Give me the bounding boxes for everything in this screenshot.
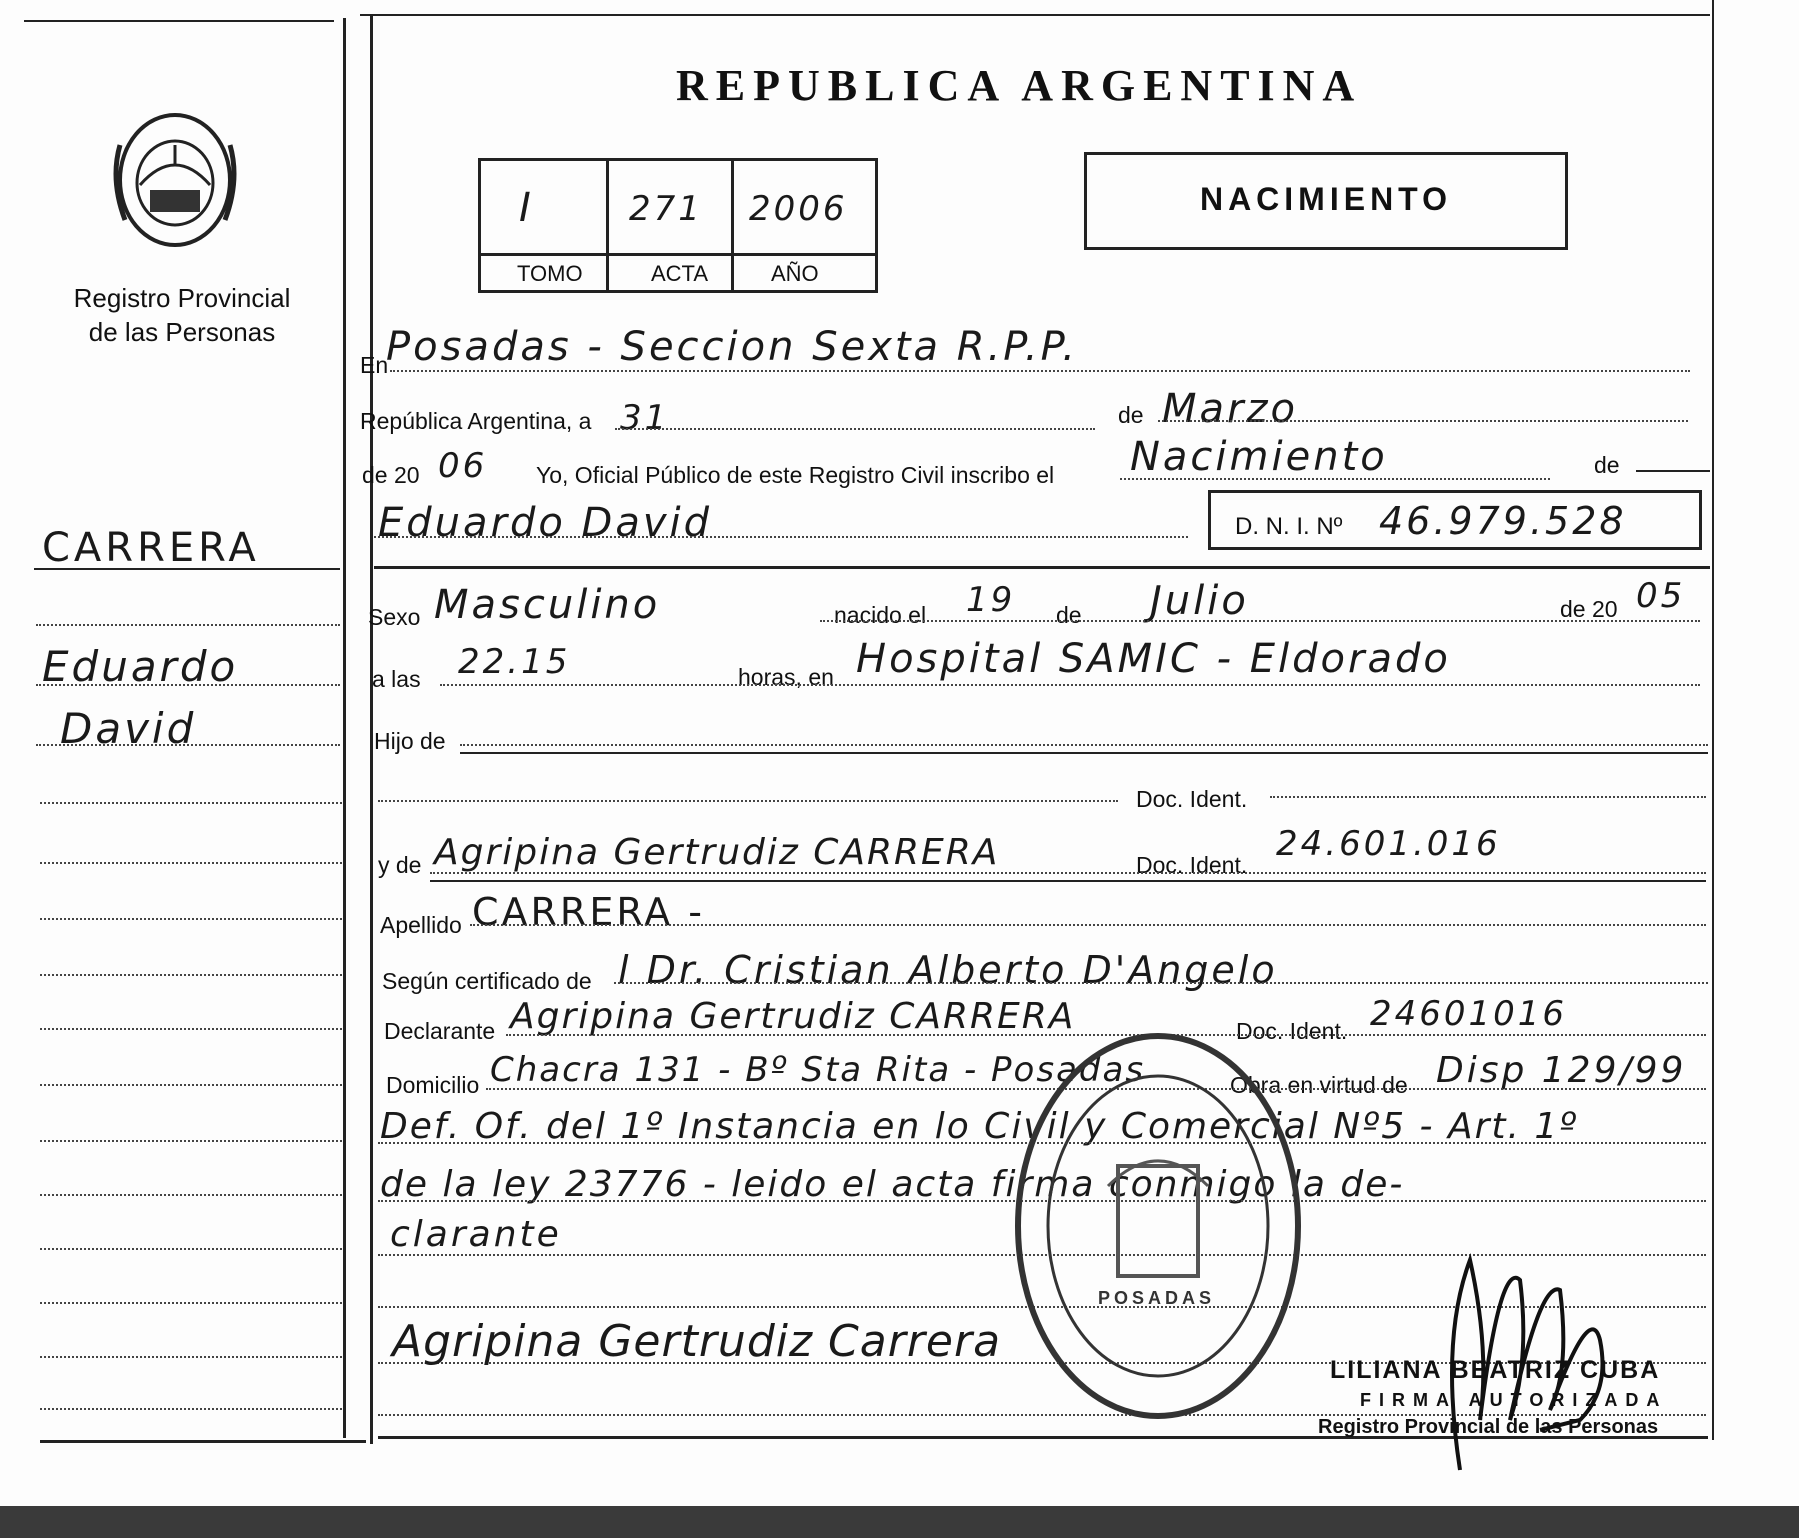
year-prefix-label: de 20 [362, 462, 420, 488]
birth-place-value: Hospital SAMIC - Eldorado [856, 636, 1451, 682]
official-stamp [1008, 1026, 1308, 1426]
doc-ident-label: Doc. Ident. [1136, 786, 1248, 812]
mother-doc-value: 24.601.016 [1276, 824, 1501, 864]
de-label-3: de [1056, 602, 1082, 628]
child-name-line [374, 536, 1188, 538]
registry-name-line2: de las Personas [88, 317, 276, 347]
mother-rule [430, 880, 1706, 882]
notes-line-2: de la ley 23776 - leido el acta firma conmigo la de- [380, 1164, 1405, 1205]
declarante-doc-value: 24601016 [1370, 994, 1568, 1034]
margin-dotted-line [40, 1028, 342, 1030]
top-right-rule [360, 14, 1710, 16]
notes-line-1: Def. Of. del 1º Instancia en lo Civil y Comercial Nº5 - Art. 1º [380, 1106, 1579, 1147]
margin-dotted-line [40, 1194, 342, 1196]
birth-year-prefix: de 20 [1560, 596, 1618, 622]
birth-year-suffix: 05 [1636, 576, 1686, 616]
main-column-border [370, 14, 373, 1444]
father-line [378, 800, 1118, 802]
acta-value: 271 [629, 189, 703, 229]
right-border [1712, 0, 1714, 1440]
margin-dotted-line [40, 802, 342, 804]
republica-label: República Argentina, a [360, 408, 592, 434]
de-2-line [1636, 470, 1710, 472]
horas-label: horas, en [738, 664, 834, 690]
dni-value: 46.979.528 [1379, 499, 1627, 543]
sexo-value: Masculino [434, 582, 661, 628]
margin-dotted-line [40, 918, 342, 920]
provincial-seal [110, 105, 240, 255]
apellido-value: CARRERA - [472, 890, 705, 934]
father-doc-line [1270, 796, 1706, 798]
margin-dotted-line [36, 684, 340, 686]
hijo-label: Hijo de [374, 728, 446, 754]
segun-line [614, 982, 1708, 984]
margin-dotted-line [36, 624, 340, 626]
doc-ident-label-3: Doc. Ident. [1236, 1018, 1348, 1044]
domicilio-label: Domicilio [386, 1072, 480, 1098]
page-title: REPUBLICA ARGENTINA [676, 61, 1363, 110]
margin-dotted-line [40, 862, 342, 864]
sexo-line [820, 620, 1700, 622]
official-role: FIRMA AUTORIZADA [1360, 1390, 1668, 1410]
declarant-signature: Agripina Gertrudiz Carrera [392, 1316, 1002, 1367]
acta-label: ACTA [651, 261, 709, 286]
record-type-label: NACIMIENTO [1199, 181, 1453, 217]
hijo-rule [460, 752, 1708, 754]
dni-box [1208, 490, 1702, 550]
birth-time-value: 22.15 [458, 642, 571, 682]
left-column-border [343, 18, 346, 1438]
declarante-label: Declarante [384, 1018, 496, 1044]
oficial-text: Yo, Oficial Público de este Registro Civil inscribo el [536, 462, 1055, 488]
act-kind-value: Nacimiento [1130, 434, 1388, 480]
margin-dotted-line [40, 1302, 342, 1304]
obra-label: Obra en virtud de [1230, 1072, 1408, 1098]
alas-line [440, 684, 1700, 686]
en-line [390, 370, 1690, 372]
act-kind-line [1120, 478, 1550, 480]
doc-ident-label-2: Doc. Ident. [1136, 852, 1248, 878]
de-label: de [1118, 402, 1144, 428]
hijo-line [460, 744, 1708, 746]
month-line [1158, 420, 1688, 422]
top-left-rule [24, 20, 334, 22]
child-name-value: Eduardo David [378, 500, 713, 546]
yde-label: y de [378, 852, 422, 878]
nacido-label: nacido el [834, 602, 927, 628]
birth-month-value: Julio [1150, 578, 1249, 624]
record-type-box [1084, 152, 1568, 250]
registry-name-line1: Registro Provincial [73, 283, 291, 313]
declarante-value: Agripina Gertrudiz CARRERA [510, 996, 1076, 1037]
dni-label: D. N. I. Nº [1235, 513, 1343, 540]
apellido-line [470, 924, 1706, 926]
ano-label: AÑO [771, 261, 819, 286]
mother-line [430, 872, 1706, 874]
margin-surname: CARRERA [42, 525, 260, 571]
margin-middle-name: David [60, 704, 197, 753]
margin-dotted-line [36, 744, 340, 746]
scan-bottom-edge [0, 1506, 1799, 1538]
stamp-city: POSADAS [1098, 1288, 1216, 1308]
section-divider [374, 566, 1710, 569]
record-number-box [478, 158, 878, 293]
apellido-label: Apellido [380, 912, 462, 938]
ano-value: 2006 [749, 189, 848, 229]
margin-dotted-line [40, 1084, 342, 1086]
month-value: Marzo [1162, 386, 1298, 432]
margin-dotted-line [40, 1140, 342, 1142]
notes-line-3: clarante [390, 1214, 562, 1255]
margin-dotted-line [40, 1248, 342, 1250]
official-signature [1420, 1220, 1630, 1480]
tomo-label: TOMO [517, 261, 583, 286]
margin-dotted-line [40, 1408, 342, 1410]
margin-surname-rule [34, 568, 340, 570]
de-label-2: de [1594, 452, 1620, 478]
margin-bottom-rule [40, 1440, 366, 1443]
mother-name-value: Agripina Gertrudiz CARRERA [434, 832, 1000, 873]
certificate-by-value: l Dr. Cristian Alberto D'Angelo [618, 948, 1278, 992]
official-name: LILIANA BEATRIZ CUBA [1330, 1356, 1661, 1384]
margin-dotted-line [40, 1356, 342, 1358]
place-value: Posadas - Seccion Sexta R.P.P. [386, 324, 1078, 370]
en-label: En [360, 352, 389, 378]
margin-first-name: Eduardo [42, 642, 239, 691]
obra-value: Disp 129/99 [1436, 1050, 1687, 1091]
day-value: 31 [620, 398, 670, 438]
day-line [615, 428, 1095, 430]
alas-label: a las [372, 666, 421, 692]
birth-day-value: 19 [966, 580, 1016, 620]
domicilio-value: Chacra 131 - Bº Sta Rita - Posadas [490, 1050, 1146, 1090]
sexo-label: Sexo [368, 604, 421, 630]
tomo-value: I [519, 185, 534, 231]
official-entity: Registro Provincial de las Personas [1318, 1416, 1659, 1438]
year-suffix-value: 06 [438, 446, 488, 486]
margin-dotted-line [40, 974, 342, 976]
segun-label: Según certificado de [382, 968, 592, 994]
